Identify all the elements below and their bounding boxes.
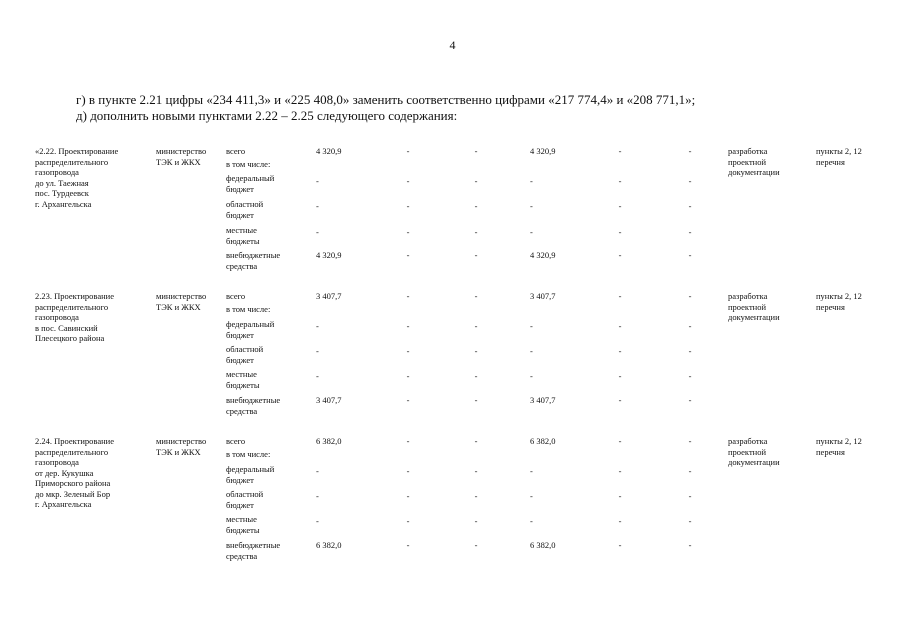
row-value: - <box>688 436 692 446</box>
row-value: - <box>474 466 478 476</box>
row-value: - <box>406 395 410 405</box>
row-value: - <box>688 291 692 301</box>
row-value: - <box>688 321 692 331</box>
row-value: - <box>688 540 692 550</box>
item-reference: пункты 2, 12 перечня <box>816 146 862 167</box>
intro-line-g: г) в пункте 2.21 цифры «234 411,3» и «225 408,0» заменить соответственно цифрами «217 774,4» и «208 771,1»; <box>76 92 696 107</box>
row-value: - <box>618 227 622 237</box>
row-value: - <box>530 201 533 211</box>
row-value: - <box>530 227 533 237</box>
row-value: - <box>316 321 319 331</box>
row-value: 3 407,7 <box>530 395 556 405</box>
item-title: 2.24. Проектирование распределительного газопровода от дер. Кукушка Приморского района до мкр. Зеленый Бор г. Архангельска <box>35 436 114 509</box>
intro-line-d: д) дополнить новыми пунктами 2.22 – 2.25 следующего содержания: <box>76 108 458 123</box>
item-result: разработка проектной документации <box>728 436 780 467</box>
row-value: - <box>474 176 478 186</box>
row-value: - <box>474 291 478 301</box>
row-value: - <box>474 321 478 331</box>
row-value: - <box>316 176 319 186</box>
row-label-total: всего <box>226 146 246 156</box>
row-value: - <box>406 291 410 301</box>
row-value: - <box>474 201 478 211</box>
intro-text <box>76 92 695 124</box>
row-label-local: местные бюджеты <box>226 225 260 246</box>
row-value: 3 407,7 <box>316 395 342 405</box>
row-value: - <box>474 346 478 356</box>
row-value: - <box>618 201 622 211</box>
row-value: - <box>474 436 478 446</box>
item-executor: министерство ТЭК и ЖКХ <box>156 436 207 457</box>
row-value: - <box>530 491 533 501</box>
row-value: - <box>530 176 533 186</box>
row-value: - <box>688 346 692 356</box>
row-value: - <box>618 346 622 356</box>
row-value: - <box>316 491 319 501</box>
row-label-including: в том числе: <box>226 304 271 314</box>
row-value: - <box>688 146 692 156</box>
row-value: - <box>618 176 622 186</box>
row-value: - <box>618 491 622 501</box>
row-label-including: в том числе: <box>226 159 271 169</box>
row-value: - <box>406 516 410 526</box>
row-value: - <box>406 146 410 156</box>
item-executor: министерство ТЭК и ЖКХ <box>156 146 207 167</box>
row-value: - <box>316 227 319 237</box>
row-value: - <box>618 321 622 331</box>
row-value: 6 382,0 <box>316 436 342 446</box>
row-value: - <box>406 371 410 381</box>
row-value: - <box>316 516 319 526</box>
row-value: - <box>406 321 410 331</box>
row-label-federal: федеральный бюджет <box>226 319 275 340</box>
row-value: - <box>406 540 410 550</box>
row-value: - <box>688 201 692 211</box>
row-value: - <box>474 491 478 501</box>
row-value: 4 320,9 <box>530 250 556 260</box>
row-value: - <box>406 466 410 476</box>
row-value: - <box>474 371 478 381</box>
row-value: - <box>474 395 478 405</box>
row-value: - <box>530 466 533 476</box>
row-label-local: местные бюджеты <box>226 369 260 390</box>
row-value: - <box>618 466 622 476</box>
page-number: 4 <box>449 38 456 52</box>
row-value: - <box>688 491 692 501</box>
row-label-extrabudgetary: внебюджетные средства <box>226 540 281 561</box>
row-value: - <box>530 321 533 331</box>
item-reference: пункты 2, 12 перечня <box>816 291 862 312</box>
row-value: - <box>688 227 692 237</box>
item-reference: пункты 2, 12 перечня <box>816 436 862 457</box>
row-value: - <box>618 516 622 526</box>
row-value: - <box>316 371 319 381</box>
row-label-regional: областной бюджет <box>226 199 264 220</box>
row-value: - <box>406 436 410 446</box>
row-value: - <box>406 201 410 211</box>
row-value: - <box>406 491 410 501</box>
row-value: - <box>688 371 692 381</box>
row-value: 4 320,9 <box>530 146 556 156</box>
row-value: - <box>474 540 478 550</box>
row-value: - <box>316 201 319 211</box>
row-value: - <box>618 371 622 381</box>
row-value: - <box>618 250 622 260</box>
row-label-local: местные бюджеты <box>226 514 260 535</box>
row-value: 4 320,9 <box>316 250 342 260</box>
row-value: - <box>474 516 478 526</box>
row-value: - <box>530 346 533 356</box>
row-value: 6 382,0 <box>530 540 556 550</box>
row-value: 6 382,0 <box>316 540 342 550</box>
row-value: 6 382,0 <box>530 436 556 446</box>
row-value: - <box>474 146 478 156</box>
row-value: - <box>406 176 410 186</box>
row-label-including: в том числе: <box>226 449 271 459</box>
row-label-federal: федеральный бюджет <box>226 173 275 194</box>
row-value: - <box>530 371 533 381</box>
row-value: - <box>618 540 622 550</box>
row-value: - <box>688 466 692 476</box>
row-value: - <box>530 516 533 526</box>
row-value: - <box>688 250 692 260</box>
item-result: разработка проектной документации <box>728 291 780 322</box>
row-value: 3 407,7 <box>530 291 556 301</box>
row-label-federal: федеральный бюджет <box>226 464 275 485</box>
row-value: - <box>406 250 410 260</box>
row-label-total: всего <box>226 436 246 446</box>
row-value: - <box>618 436 622 446</box>
row-label-extrabudgetary: внебюджетные средства <box>226 395 281 416</box>
row-label-total: всего <box>226 291 246 301</box>
row-value: - <box>316 466 319 476</box>
row-value: - <box>618 146 622 156</box>
row-label-extrabudgetary: внебюджетные средства <box>226 250 281 271</box>
row-value: - <box>618 291 622 301</box>
row-value: - <box>688 516 692 526</box>
row-value: - <box>688 176 692 186</box>
item-title: 2.23. Проектирование распределительного газопровода в пос. Савинский Плесецкого района <box>35 291 114 343</box>
row-label-regional: областной бюджет <box>226 489 264 510</box>
row-label-regional: областной бюджет <box>226 344 264 365</box>
row-value: - <box>688 395 692 405</box>
row-value: - <box>316 346 319 356</box>
item-executor: министерство ТЭК и ЖКХ <box>156 291 207 312</box>
row-value: 3 407,7 <box>316 291 342 301</box>
row-value: - <box>474 227 478 237</box>
item-result: разработка проектной документации <box>728 146 780 177</box>
row-value: - <box>474 250 478 260</box>
row-value: - <box>406 346 410 356</box>
row-value: - <box>406 227 410 237</box>
item-title: «2.22. Проектирование распределительного газопровода до ул. Таежная пос. Турдеевск г. Архангельска <box>35 146 119 209</box>
row-value: - <box>618 395 622 405</box>
row-value: 4 320,9 <box>316 146 342 156</box>
